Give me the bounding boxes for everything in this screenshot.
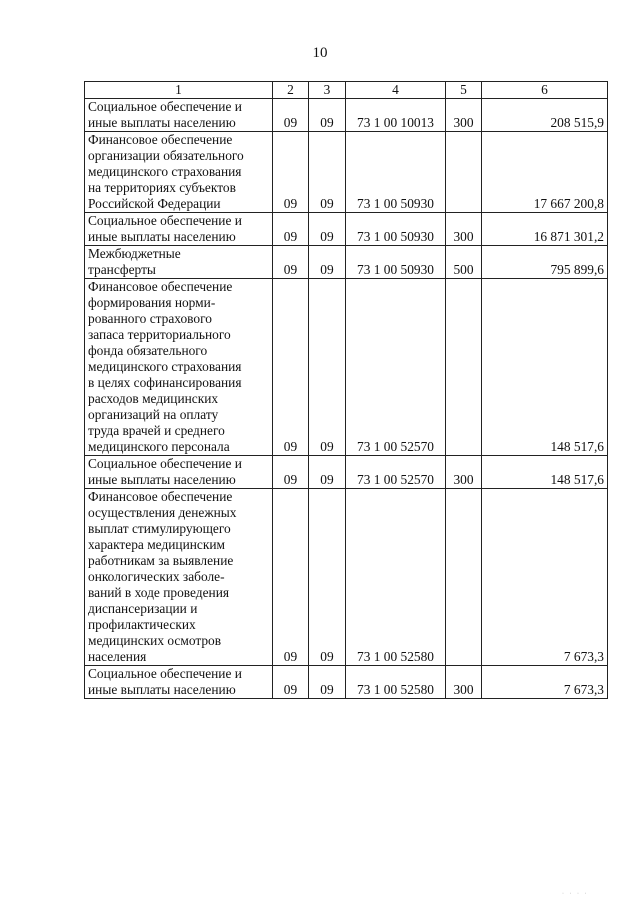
amount-cell: 208 515,9 (482, 99, 608, 132)
table-row (85, 213, 608, 246)
amount-cell: 795 899,6 (482, 246, 608, 279)
amount-cell: 16 871 301,2 (482, 213, 608, 246)
expense-type-cell: 500 (446, 246, 482, 279)
section-cell: 09 (273, 279, 309, 456)
table-row (85, 246, 608, 279)
budget-table (84, 81, 608, 699)
amount-cell: 148 517,6 (482, 279, 608, 456)
header-row (85, 82, 608, 99)
row-name-cell: Финансовое обеспечение осуществления денежных выплат стимулирующего характера медицинским работникам за выявление онкологических заболе- ваний в ходе проведения диспансеризации и профилактических медицинских осмотров населения (85, 489, 273, 666)
target-code-cell: 73 1 00 52570 (346, 279, 446, 456)
expense-type-cell: 300 (446, 99, 482, 132)
subsection-cell: 09 (309, 666, 346, 699)
amount-cell: 7 673,3 (482, 666, 608, 699)
row-name-cell: Социальное обеспечение и иные выплаты населению (85, 213, 273, 246)
row-name-cell: Финансовое обеспечение организации обязательного медицинского страхования на территориях субъектов Российской Федерации (85, 132, 273, 213)
subsection-cell: 09 (309, 456, 346, 489)
subsection-cell: 09 (309, 489, 346, 666)
subsection-cell: 09 (309, 132, 346, 213)
row-name-cell: Социальное обеспечение и иные выплаты населению (85, 99, 273, 132)
page-number: 10 (312, 45, 328, 61)
target-code-cell: 73 1 00 50930 (346, 213, 446, 246)
target-code-cell: 73 1 00 50930 (346, 132, 446, 213)
row-name-cell: Межбюджетные трансферты (85, 246, 273, 279)
section-cell: 09 (273, 213, 309, 246)
section-cell: 09 (273, 489, 309, 666)
expense-type-cell: 300 (446, 456, 482, 489)
expense-type-cell (446, 279, 482, 456)
column-header: 2 (273, 82, 309, 99)
subsection-cell: 09 (309, 246, 346, 279)
row-name-cell: Социальное обеспечение и иные выплаты населению (85, 456, 273, 489)
section-cell: 09 (273, 99, 309, 132)
amount-cell: 7 673,3 (482, 489, 608, 666)
table-row (85, 99, 608, 132)
column-header: 1 (85, 82, 273, 99)
table-row (85, 489, 608, 666)
expense-type-cell (446, 132, 482, 213)
section-cell: 09 (273, 666, 309, 699)
scan-artifact: · · · · (562, 891, 589, 897)
target-code-cell: 73 1 00 52580 (346, 666, 446, 699)
expense-type-cell: 300 (446, 213, 482, 246)
column-header: 4 (346, 82, 446, 99)
table-row (85, 279, 608, 456)
expense-type-cell (446, 489, 482, 666)
section-cell: 09 (273, 456, 309, 489)
column-header: 5 (446, 82, 482, 99)
table-row (85, 132, 608, 213)
column-header: 3 (309, 82, 346, 99)
table-body (85, 99, 608, 699)
table-row (85, 666, 608, 699)
amount-cell: 17 667 200,8 (482, 132, 608, 213)
target-code-cell: 73 1 00 50930 (346, 246, 446, 279)
subsection-cell: 09 (309, 99, 346, 132)
target-code-cell: 73 1 00 10013 (346, 99, 446, 132)
row-name-cell: Финансовое обеспечение формирования норми- рованного страхового запаса территориального фонда обязательного медицинского страхования в целях софинансирования расходов медицинских организаций на оплату труда врачей и среднего медицинского персонала (85, 279, 273, 456)
table-row (85, 456, 608, 489)
section-cell: 09 (273, 246, 309, 279)
column-header: 6 (482, 82, 608, 99)
subsection-cell: 09 (309, 279, 346, 456)
row-name-cell: Социальное обеспечение и иные выплаты населению (85, 666, 273, 699)
expense-type-cell: 300 (446, 666, 482, 699)
target-code-cell: 73 1 00 52580 (346, 489, 446, 666)
target-code-cell: 73 1 00 52570 (346, 456, 446, 489)
amount-cell: 148 517,6 (482, 456, 608, 489)
subsection-cell: 09 (309, 213, 346, 246)
section-cell: 09 (273, 132, 309, 213)
